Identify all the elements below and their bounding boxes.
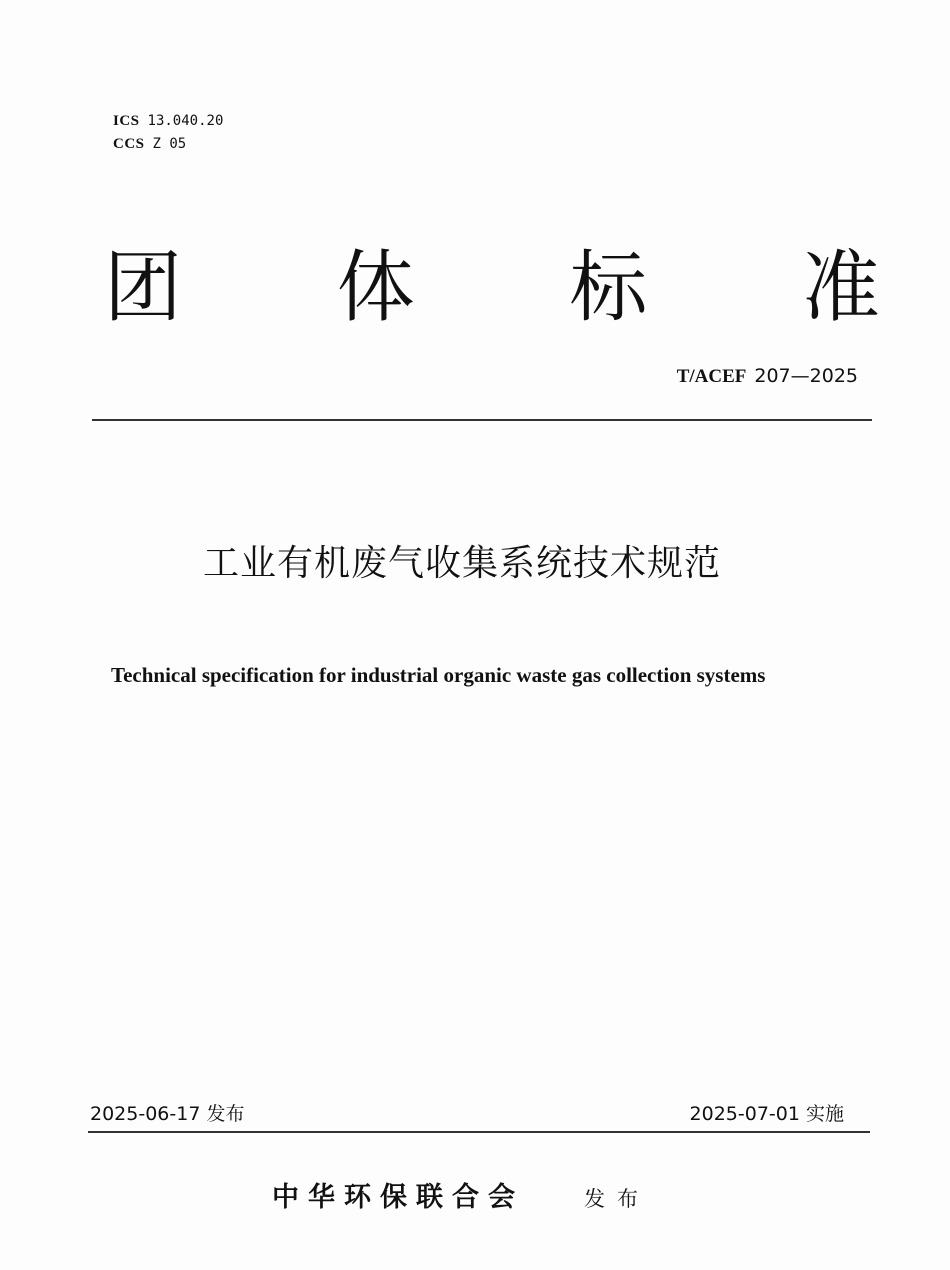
classification-codes xyxy=(113,110,223,156)
standard-type-heading xyxy=(104,238,880,338)
ics-label: ICS xyxy=(113,113,140,129)
ccs-code-row xyxy=(113,133,223,156)
heading-char: 体 xyxy=(336,243,415,333)
heading-char: 准 xyxy=(801,243,880,333)
issue-date: 2025-06-17 发布 xyxy=(90,1103,245,1125)
ics-value: 13.040.20 xyxy=(147,113,224,129)
publish-label: 发布 xyxy=(584,1187,650,1211)
standard-prefix: T/ACEF xyxy=(676,366,747,387)
document-title-en: Technical specification for industrial organic waste gas collection systems xyxy=(111,663,766,687)
ccs-label: CCS xyxy=(113,136,145,152)
implementation-date: 2025-07-01 实施 xyxy=(689,1103,844,1125)
publisher-line xyxy=(272,1175,650,1214)
heading-char: 标 xyxy=(569,243,648,333)
bottom-divider xyxy=(88,1131,870,1133)
ics-code-row xyxy=(113,110,223,133)
top-divider xyxy=(92,419,872,421)
document-title-cn: 工业有机废气收集系统技术规范 xyxy=(202,543,721,584)
heading-char: 团 xyxy=(104,243,183,333)
publisher-name: 中华环保联合会 xyxy=(272,1182,524,1213)
standard-code: 207—2025 xyxy=(754,365,858,387)
ccs-value: Z 05 xyxy=(152,136,187,152)
standard-number xyxy=(677,365,858,388)
